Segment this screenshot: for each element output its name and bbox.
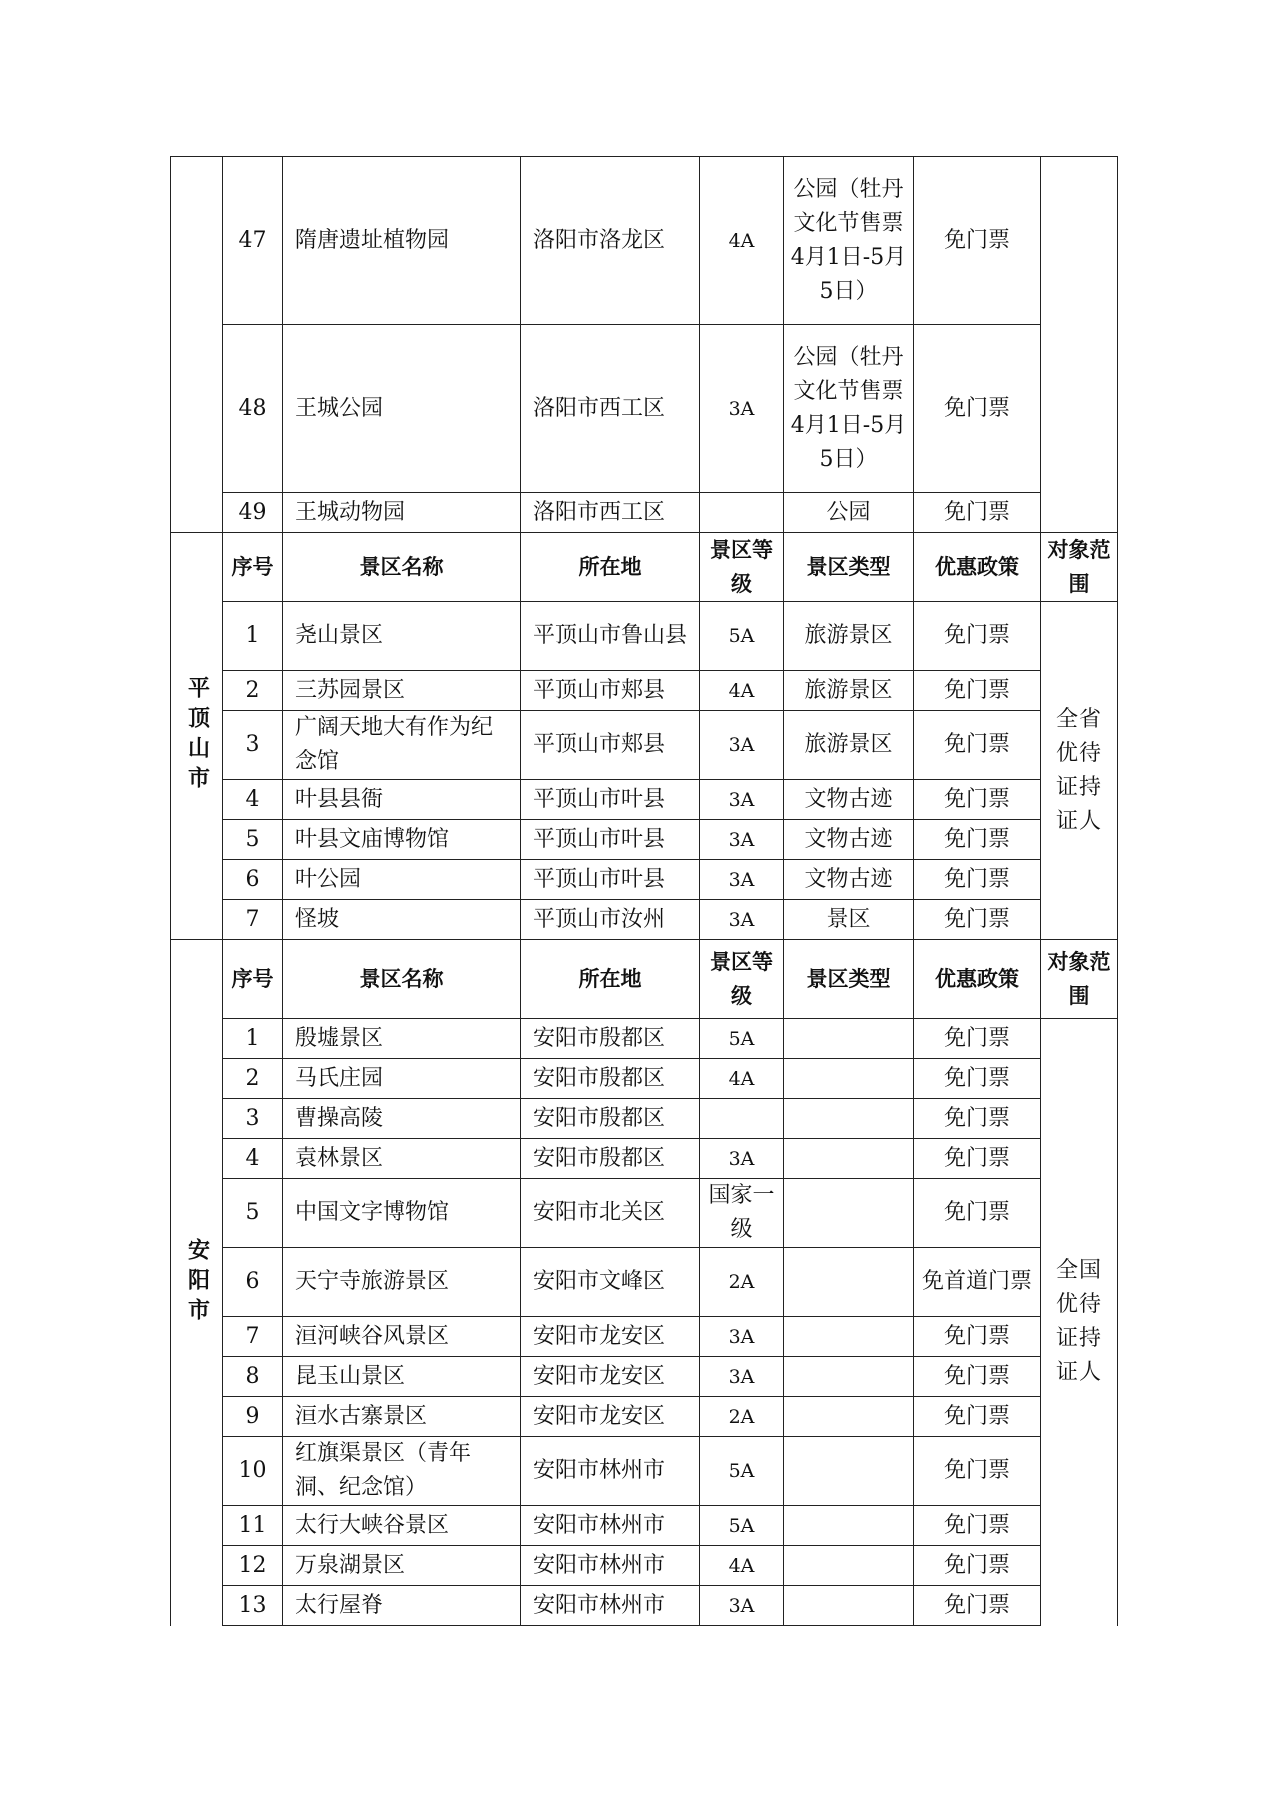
row-grade: 5A (700, 1437, 784, 1506)
row-type (784, 1506, 914, 1546)
row-grade: 3A (700, 820, 784, 860)
header-location: 所在地 (521, 533, 700, 602)
row-no: 2 (223, 1059, 283, 1099)
row-name: 太行屋脊 (283, 1586, 521, 1626)
row-no: 3 (223, 711, 283, 780)
row-policy: 免门票 (914, 1397, 1041, 1437)
row-grade: 5A (700, 1506, 784, 1546)
table-row (171, 671, 1118, 711)
row-name: 叶公园 (283, 860, 521, 900)
row-type (784, 1059, 914, 1099)
row-type (784, 1099, 914, 1139)
row-name: 天宁寺旅游景区 (283, 1248, 521, 1317)
row-no: 12 (223, 1546, 283, 1586)
row-location: 平顶山市鲁山县 (521, 602, 700, 671)
row-location: 安阳市殷都区 (521, 1139, 700, 1179)
row-type: 公园 (784, 493, 914, 533)
scope-text-pingdingshan: 全省优待证持证人 (1055, 706, 1102, 834)
scenic-spot-table (170, 156, 1118, 1626)
row-type: 旅游景区 (784, 711, 914, 780)
row-location: 平顶山市叶县 (521, 780, 700, 820)
header-no: 序号 (223, 533, 283, 602)
row-location: 安阳市殷都区 (521, 1099, 700, 1139)
scope-cell-luoyang (1041, 157, 1118, 533)
row-type (784, 1546, 914, 1586)
header-grade: 景区等级 (700, 533, 784, 602)
row-no: 5 (223, 820, 283, 860)
table-row (171, 711, 1118, 780)
row-name: 红旗渠景区（青年洞、纪念馆） (283, 1437, 521, 1506)
row-type (784, 1437, 914, 1506)
row-no: 49 (223, 493, 283, 533)
row-name: 太行大峡谷景区 (283, 1506, 521, 1546)
row-no: 1 (223, 1019, 283, 1059)
table-row (171, 1248, 1118, 1317)
row-grade: 4A (700, 157, 784, 325)
header-policy: 优惠政策 (914, 533, 1041, 602)
row-name: 叶县文庙博物馆 (283, 820, 521, 860)
row-location: 平顶山市汝州 (521, 900, 700, 940)
row-grade: 3A (700, 1139, 784, 1179)
row-type (784, 1357, 914, 1397)
row-no: 8 (223, 1357, 283, 1397)
row-grade: 3A (700, 1586, 784, 1626)
row-policy: 免门票 (914, 860, 1041, 900)
row-policy: 免门票 (914, 711, 1041, 780)
row-type: 旅游景区 (784, 671, 914, 711)
row-no: 4 (223, 780, 283, 820)
row-no: 10 (223, 1437, 283, 1506)
scope-cell-anyang (1041, 1019, 1118, 1626)
row-no: 13 (223, 1586, 283, 1626)
row-name: 马氏庄园 (283, 1059, 521, 1099)
row-policy: 免门票 (914, 1437, 1041, 1506)
table-row (171, 493, 1118, 533)
city-cell-pingdingshan (171, 533, 223, 940)
row-grade: 3A (700, 860, 784, 900)
row-policy: 免门票 (914, 1099, 1041, 1139)
row-location: 平顶山市郏县 (521, 711, 700, 780)
row-no: 11 (223, 1506, 283, 1546)
row-no: 2 (223, 671, 283, 711)
table-row (171, 325, 1118, 493)
row-type (784, 1586, 914, 1626)
row-no: 6 (223, 1248, 283, 1317)
row-name: 王城动物园 (283, 493, 521, 533)
row-grade: 3A (700, 325, 784, 493)
table-row (171, 1099, 1118, 1139)
row-name: 广阔天地大有作为纪念馆 (283, 711, 521, 780)
city-name-pingdingshan: 平顶山市 (184, 676, 210, 796)
row-grade: 3A (700, 780, 784, 820)
row-type (784, 1139, 914, 1179)
row-type (784, 1397, 914, 1437)
row-no: 48 (223, 325, 283, 493)
header-row-anyang (171, 940, 1118, 1019)
row-policy: 免门票 (914, 780, 1041, 820)
header-type: 景区类型 (784, 940, 914, 1019)
row-name: 中国文字博物馆 (283, 1179, 521, 1248)
row-no: 9 (223, 1397, 283, 1437)
row-type: 文物古迹 (784, 820, 914, 860)
header-name: 景区名称 (283, 533, 521, 602)
row-type (784, 1248, 914, 1317)
table-row (171, 1179, 1118, 1248)
row-type: 文物古迹 (784, 860, 914, 900)
row-location: 安阳市殷都区 (521, 1019, 700, 1059)
row-grade: 3A (700, 711, 784, 780)
row-grade (700, 493, 784, 533)
table-row (171, 1357, 1118, 1397)
row-location: 安阳市林州市 (521, 1546, 700, 1586)
row-grade: 4A (700, 671, 784, 711)
table-row (171, 1139, 1118, 1179)
row-location: 安阳市龙安区 (521, 1317, 700, 1357)
row-location: 平顶山市叶县 (521, 820, 700, 860)
row-grade: 3A (700, 1357, 784, 1397)
row-name: 洹水古寨景区 (283, 1397, 521, 1437)
row-name: 昆玉山景区 (283, 1357, 521, 1397)
row-policy: 免门票 (914, 157, 1041, 325)
table-row (171, 157, 1118, 325)
row-type (784, 1317, 914, 1357)
row-type: 文物古迹 (784, 780, 914, 820)
row-location: 洛阳市西工区 (521, 493, 700, 533)
row-policy: 免门票 (914, 1179, 1041, 1248)
table-row (171, 860, 1118, 900)
row-type: 景区 (784, 900, 914, 940)
row-no: 7 (223, 1317, 283, 1357)
row-no: 3 (223, 1099, 283, 1139)
header-no: 序号 (223, 940, 283, 1019)
header-type: 景区类型 (784, 533, 914, 602)
row-name: 王城公园 (283, 325, 521, 493)
row-policy: 免首道门票 (914, 1248, 1041, 1317)
row-grade: 2A (700, 1248, 784, 1317)
row-location: 平顶山市郏县 (521, 671, 700, 711)
city-cell-anyang (171, 940, 223, 1626)
row-grade: 国家一级 (700, 1179, 784, 1248)
row-location: 安阳市林州市 (521, 1437, 700, 1506)
table-row (171, 1586, 1118, 1626)
row-no: 5 (223, 1179, 283, 1248)
row-name: 殷墟景区 (283, 1019, 521, 1059)
row-grade: 3A (700, 900, 784, 940)
row-policy: 免门票 (914, 602, 1041, 671)
row-policy: 免门票 (914, 1506, 1041, 1546)
header-grade: 景区等级 (700, 940, 784, 1019)
row-name: 袁林景区 (283, 1139, 521, 1179)
row-name: 三苏园景区 (283, 671, 521, 711)
row-policy: 免门票 (914, 1546, 1041, 1586)
row-policy: 免门票 (914, 1317, 1041, 1357)
row-type (784, 1179, 914, 1248)
row-location: 平顶山市叶县 (521, 860, 700, 900)
table-row (171, 1059, 1118, 1099)
row-no: 4 (223, 1139, 283, 1179)
row-type: 旅游景区 (784, 602, 914, 671)
table-row (171, 820, 1118, 860)
table-row (171, 780, 1118, 820)
row-type: 公园（牡丹文化节售票4月1日-5月5日） (784, 157, 914, 325)
city-name-anyang: 安阳市 (184, 1237, 210, 1328)
table-row (171, 1397, 1118, 1437)
table-row (171, 1506, 1118, 1546)
row-name: 万泉湖景区 (283, 1546, 521, 1586)
row-location: 洛阳市西工区 (521, 325, 700, 493)
header-scope: 对象范围 (1041, 533, 1118, 602)
scope-text-anyang: 全国优待证持证人 (1055, 1258, 1102, 1386)
row-policy: 免门票 (914, 1586, 1041, 1626)
row-policy: 免门票 (914, 325, 1041, 493)
row-no: 6 (223, 860, 283, 900)
row-no: 47 (223, 157, 283, 325)
city-cell-luoyang (171, 157, 223, 533)
header-name: 景区名称 (283, 940, 521, 1019)
row-name: 洹河峡谷风景区 (283, 1317, 521, 1357)
row-location: 安阳市龙安区 (521, 1397, 700, 1437)
header-row-pingdingshan (171, 533, 1118, 602)
row-name: 隋唐遗址植物园 (283, 157, 521, 325)
row-location: 安阳市文峰区 (521, 1248, 700, 1317)
row-type (784, 1019, 914, 1059)
row-location: 安阳市林州市 (521, 1586, 700, 1626)
row-policy: 免门票 (914, 1357, 1041, 1397)
row-location: 安阳市龙安区 (521, 1357, 700, 1397)
header-policy: 优惠政策 (914, 940, 1041, 1019)
row-location: 安阳市林州市 (521, 1506, 700, 1546)
table-row (171, 1317, 1118, 1357)
header-scope: 对象范围 (1041, 940, 1118, 1019)
row-policy: 免门票 (914, 493, 1041, 533)
scope-cell-pingdingshan (1041, 602, 1118, 940)
row-policy: 免门票 (914, 671, 1041, 711)
row-name: 怪坡 (283, 900, 521, 940)
row-grade: 5A (700, 1019, 784, 1059)
table-row (171, 602, 1118, 671)
row-location: 安阳市北关区 (521, 1179, 700, 1248)
row-grade (700, 1099, 784, 1139)
row-grade: 5A (700, 602, 784, 671)
row-type: 公园（牡丹文化节售票4月1日-5月5日） (784, 325, 914, 493)
row-policy: 免门票 (914, 900, 1041, 940)
row-location: 安阳市殷都区 (521, 1059, 700, 1099)
row-no: 1 (223, 602, 283, 671)
row-grade: 4A (700, 1546, 784, 1586)
row-name: 曹操高陵 (283, 1099, 521, 1139)
row-grade: 4A (700, 1059, 784, 1099)
table-row (171, 900, 1118, 940)
table-row (171, 1019, 1118, 1059)
table-row (171, 1546, 1118, 1586)
row-policy: 免门票 (914, 1139, 1041, 1179)
row-no: 7 (223, 900, 283, 940)
row-name: 尧山景区 (283, 602, 521, 671)
table-row (171, 1437, 1118, 1506)
row-grade: 2A (700, 1397, 784, 1437)
row-grade: 3A (700, 1317, 784, 1357)
row-policy: 免门票 (914, 1059, 1041, 1099)
row-policy: 免门票 (914, 820, 1041, 860)
row-policy: 免门票 (914, 1019, 1041, 1059)
header-location: 所在地 (521, 940, 700, 1019)
row-name: 叶县县衙 (283, 780, 521, 820)
row-location: 洛阳市洛龙区 (521, 157, 700, 325)
